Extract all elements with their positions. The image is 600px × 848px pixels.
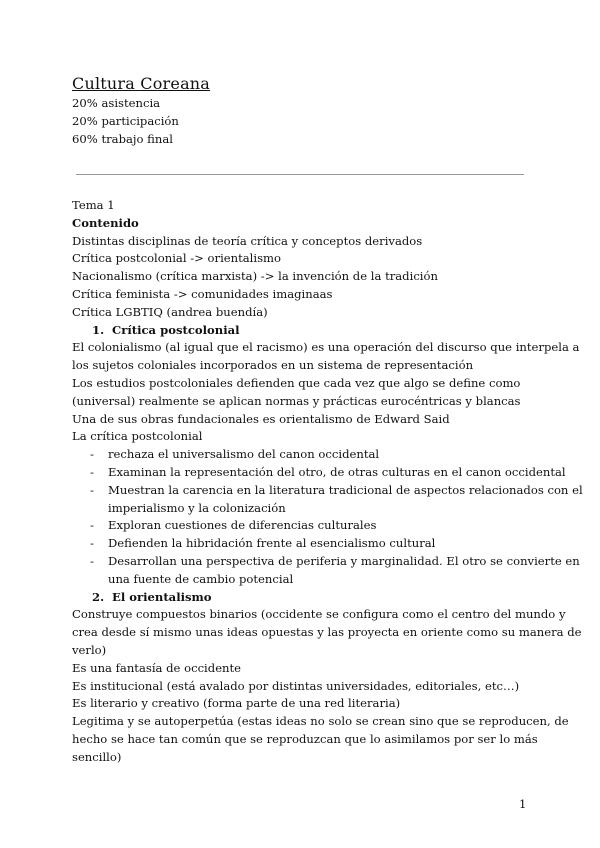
paragraph-line: Es institucional (está avalado por distintas universidades, editoriales, etc…) xyxy=(72,678,520,693)
bullet-text: Exploran cuestiones de diferencias culturales xyxy=(108,518,377,533)
paragraph-line: verlo) xyxy=(72,642,107,657)
bullet-item: - Exploran cuestiones de diferencias culturales xyxy=(90,518,377,533)
bullet-item: - Defienden la hibridación frente al esencialismo cultural xyxy=(90,536,436,551)
horizontal-divider xyxy=(76,174,524,175)
paragraph-line: Es literario y creativo (forma parte de una red literaria) xyxy=(72,696,401,711)
paragraph-line: sencillo) xyxy=(72,749,122,764)
paragraph-line: hecho se hace tan común que se reproduzcan que lo asimilamos por ser lo más xyxy=(72,731,538,746)
paragraph-line: (universal) realmente se aplican normas y prácticas eurocéntricas y blancas xyxy=(72,393,521,408)
contenido-item: Crítica postcolonial -> orientalismo xyxy=(72,251,282,266)
bullet-item: - Examinan la representación del otro, de otras culturas en el canon occidental xyxy=(90,464,566,479)
bullet-text: una fuente de cambio potencial xyxy=(108,571,294,586)
section-1-heading xyxy=(72,322,532,340)
contenido-heading: Contenido xyxy=(72,215,139,230)
section-number: 1. xyxy=(92,322,105,337)
grading-item: 20% asistencia xyxy=(72,96,161,110)
section-2-heading xyxy=(72,589,532,607)
paragraph-line: Los estudios postcoloniales defienden que cada vez que algo se define como xyxy=(72,375,521,390)
document-body xyxy=(72,197,583,767)
paragraph-line: Legitima y se autoperpetúa (estas ideas no solo se crean sino que se reproducen, de xyxy=(72,714,569,729)
paragraph-line: Es una fantasía de occidente xyxy=(72,660,242,675)
grading-list xyxy=(72,95,179,148)
contenido-item: Crítica LGBTIQ (andrea buendía) xyxy=(72,304,268,319)
bullet-text: rechaza el universalismo del canon occidental xyxy=(108,447,380,462)
bullet-text: Desarrollan una perspectiva de periferia y marginalidad. El otro se convierte en xyxy=(108,553,580,568)
bullet-continuation xyxy=(72,571,532,589)
bullet-continuation xyxy=(72,500,532,518)
paragraph-line: El colonialismo (al igual que el racismo) es una operación del discurso que interpela a xyxy=(72,340,580,355)
contenido-item: Crítica feminista -> comunidades imaginaas xyxy=(72,286,333,301)
page-number: 1 xyxy=(519,797,527,811)
bullet-list xyxy=(72,446,583,588)
bullet-item: - Muestran la carencia en la literatura tradicional de aspectos relacionados con el xyxy=(90,482,583,497)
bullet-text: Muestran la carencia en la literatura tradicional de aspectos relacionados con el xyxy=(108,482,583,497)
paragraph-line: los sujetos coloniales incorporados en un sistema de representación xyxy=(72,358,474,373)
paragraph-line: Una de sus obras fundacionales es orientalismo de Edward Said xyxy=(72,411,450,426)
section-title: El orientalismo xyxy=(112,589,212,604)
paragraph-line: La crítica postcolonial xyxy=(72,429,203,444)
grading-item: 60% trabajo final xyxy=(72,131,173,146)
contenido-item: Distintas disciplinas de teoría crítica y conceptos derivados xyxy=(72,233,423,248)
paragraph-line: Construye compuestos binarios (occidente se configura como el centro del mundo y xyxy=(72,607,566,622)
bullet-item: - rechaza el universalismo del canon occidental xyxy=(90,447,380,462)
paragraph-line: crea desde sí mismo unas ideas opuestas y las proyecta en oriente como su manera de xyxy=(72,625,582,640)
bullet-text: imperialismo y la colonización xyxy=(108,500,286,515)
bullet-item: - Desarrollan una perspectiva de periferia y marginalidad. El otro se convierte en xyxy=(90,553,580,568)
document-title: Cultura Coreana xyxy=(72,74,211,93)
section-number: 2. xyxy=(92,589,105,604)
section-title: Crítica postcolonial xyxy=(112,322,240,337)
tema-label: Tema 1 xyxy=(72,198,115,212)
contenido-item: Nacionalismo (crítica marxista) -> la invención de la tradición xyxy=(72,269,438,284)
bullet-text: Examinan la representación del otro, de otras culturas en el canon occidental xyxy=(108,464,566,479)
grading-item: 20% participación xyxy=(72,113,179,128)
bullet-text: Defienden la hibridación frente al esencialismo cultural xyxy=(108,536,436,551)
